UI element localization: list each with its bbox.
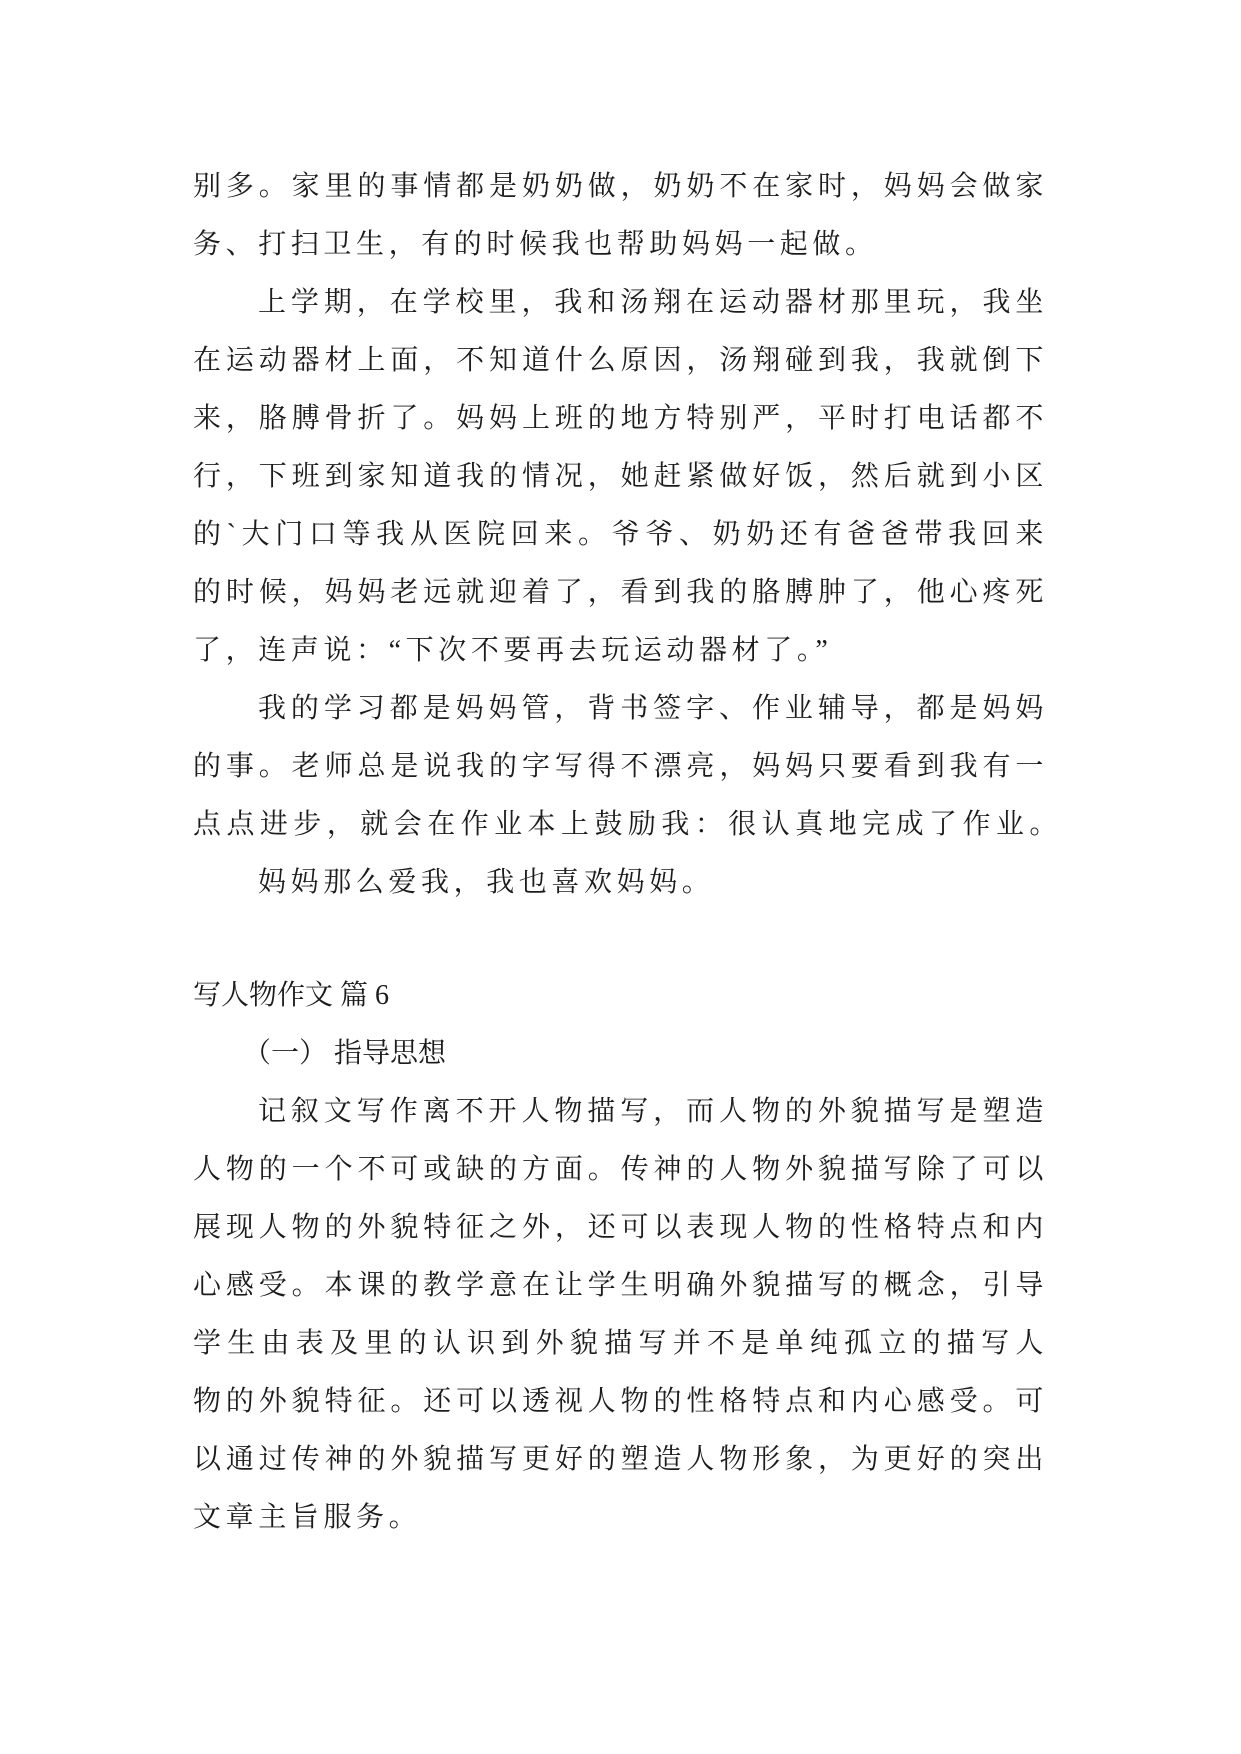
text-line: 的事。老师总是说我的字写得不漂亮，妈妈只要看到我有一 [193,751,1048,782]
text-line: 的时候，妈妈老远就迎着了，看到我的胳膊肿了，他心疼死 [193,577,1048,608]
paragraph-first-line: 我的学习都是妈妈管，背书签字、作业辅导，都是妈妈 [258,693,1048,724]
text-line: 展现人物的外貌特征之外，还可以表现人物的性格特点和内 [193,1212,1048,1243]
paragraph-first-line: 记叙文写作离不开人物描写，而人物的外貌描写是塑造 [258,1096,1048,1127]
text-line: 物的外貌特征。还可以透视人物的性格特点和内心感受。可 [193,1386,1048,1417]
text-line: 学生由表及里的认识到外貌描写并不是单纯孤立的描写人 [193,1328,1048,1359]
text-line: 以通过传神的外貌描写更好的塑造人物形象，为更好的突出 [193,1444,1048,1475]
subsection-heading: （一） 指导思想 [243,1038,447,1069]
text-line: 的`大门口等我从医院回来。爷爷、奶奶还有爸爸带我回来 [193,519,1048,550]
text-line: 在运动器材上面，不知道什么原因，汤翔碰到我，我就倒下 [193,345,1048,376]
text-line: 务、打扫卫生，有的时候我也帮助妈妈一起做。 [193,229,878,260]
paragraph-first-line: 妈妈那么爱我，我也喜欢妈妈。 [258,867,715,898]
text-line: 点点进步，就会在作业本上鼓励我：很认真地完成了作业。 [193,809,1062,840]
text-line: 心感受。本课的教学意在让学生明确外貌描写的概念，引导 [193,1270,1048,1301]
text-line: 了，连声说：“下次不要再去玩运动器材了。” [193,635,833,666]
text-line: 行，下班到家知道我的情况，她赶紧做好饭，然后就到小区 [193,461,1048,492]
essay-continuation [193,158,1062,912]
text-line: 来，胳膊骨折了。妈妈上班的地方特别严，平时打电话都不 [193,403,1048,434]
text-line: 别多。家里的事情都是奶奶做，奶奶不在家时，妈妈会做家 [193,171,1048,202]
essay-section-6 [193,967,1048,1547]
paragraph-first-line: 上学期，在学校里，我和汤翔在运动器材那里玩，我坐 [258,287,1048,318]
section-title: 写人物作文 篇 6 [193,980,390,1011]
text-line: 文章主旨服务。 [193,1502,422,1533]
text-line: 人物的一个不可或缺的方面。传神的人物外貌描写除了可以 [193,1154,1048,1185]
